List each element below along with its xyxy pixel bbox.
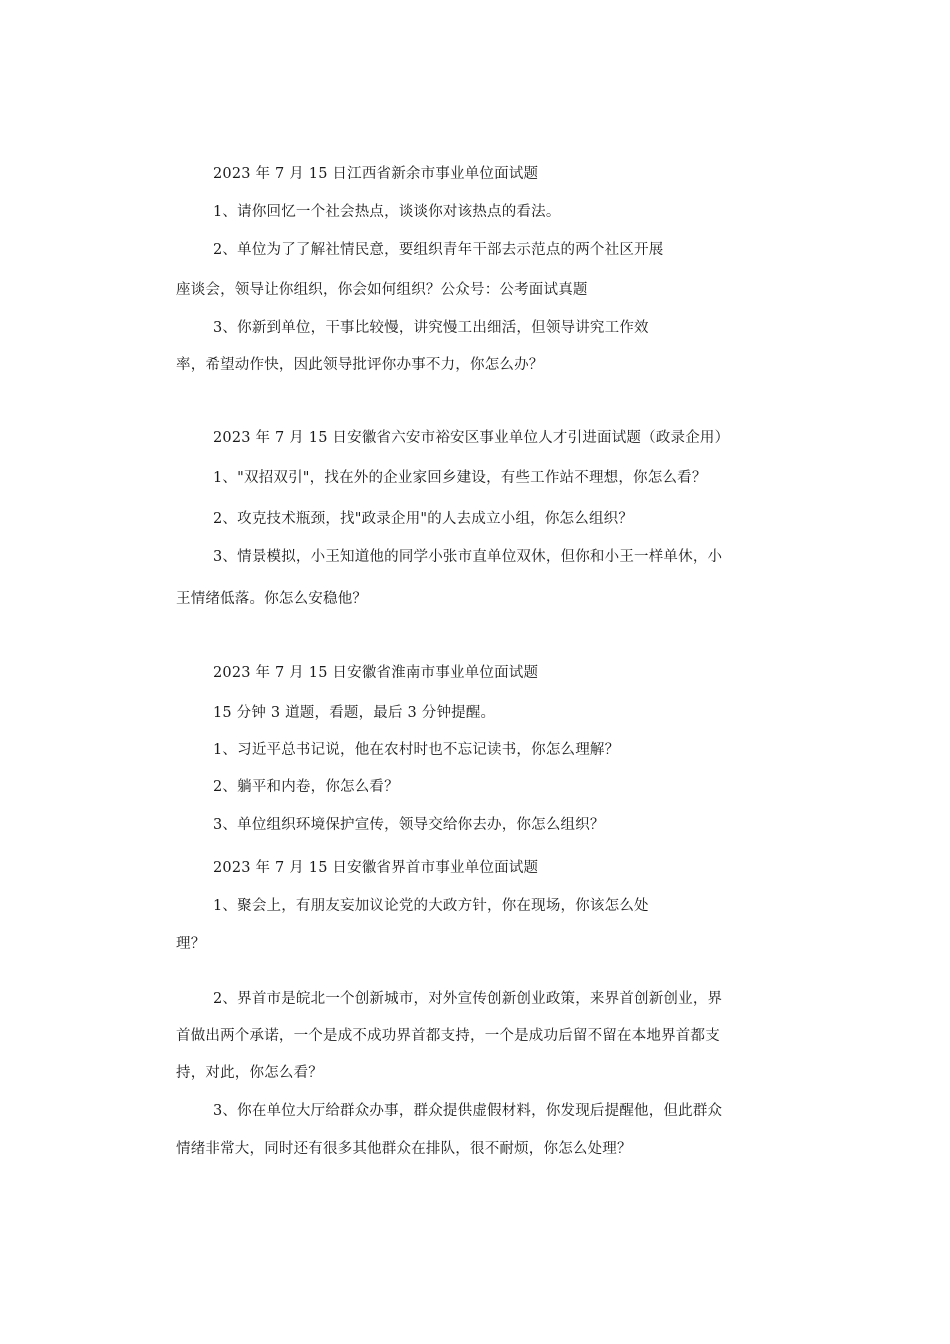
question-line: 情绪非常大，同时还有很多其他群众在排队，很不耐烦，你怎么处理？ (176, 1141, 632, 1157)
question-line: 2、攻克技术瓶颈，找"政录企用"的人去成立小组，你怎么组织？ (213, 511, 634, 527)
question-line: 持，对此，你怎么看？ (176, 1065, 323, 1081)
section-title: 2023 年 7 月 15 日安徽省界首市事业单位面试题 (213, 860, 539, 876)
question-line: 1、"双招双引"，找在外的企业家回乡建设，有些工作站不理想，你怎么看？ (213, 470, 707, 486)
section-title: 2023 年 7 月 15 日安徽省淮南市事业单位面试题 (213, 665, 539, 681)
question-line: 15 分钟 3 道题，看题，最后 3 分钟提醒。 (213, 705, 496, 721)
question-line: 3、情景模拟，小王知道他的同学小张市直单位双休，但你和小王一样单休，小 (213, 549, 723, 565)
question-line: 率，希望动作快，因此领导批评你办事不力，你怎么办？ (176, 357, 544, 373)
question-line: 1、请你回忆一个社会热点，谈谈你对该热点的看法。 (213, 204, 561, 220)
question-line: 理？ (176, 936, 206, 952)
question-line: 3、你新到单位，干事比较慢，讲究慢工出细活，但领导讲究工作效 (213, 320, 649, 336)
section-title: 2023 年 7 月 15 日安徽省六安市裕安区事业单位人才引进面试题（政录企用） (213, 430, 730, 446)
question-line: 2、界首市是皖北一个创新城市，对外宣传创新创业政策，来界首创新创业，界 (213, 991, 723, 1007)
question-line: 1、习近平总书记说，他在农村时也不忘记读书，你怎么理解？ (213, 742, 620, 758)
question-line: 座谈会，领导让你组织，你会如何组织？公众号：公考面试真题 (176, 282, 588, 298)
question-line: 3、单位组织环境保护宣传，领导交给你去办，你怎么组织？ (213, 817, 605, 833)
question-line: 王情绪低落。你怎么安稳他？ (176, 591, 368, 607)
section-title: 2023 年 7 月 15 日江西省新余市事业单位面试题 (213, 166, 539, 182)
question-line: 首做出两个承诺，一个是成不成功界首都支持，一个是成功后留不留在本地界首都支 (176, 1028, 720, 1044)
question-line: 3、你在单位大厅给群众办事，群众提供虚假材料，你发现后提醒他，但此群众 (213, 1103, 723, 1119)
question-line: 2、躺平和内卷，你怎么看？ (213, 779, 399, 795)
question-line: 1、聚会上，有朋友妄加议论党的大政方针，你在现场，你该怎么处 (213, 898, 649, 914)
question-line: 2、单位为了了解社情民意，要组织青年干部去示范点的两个社区开展 (213, 242, 664, 258)
